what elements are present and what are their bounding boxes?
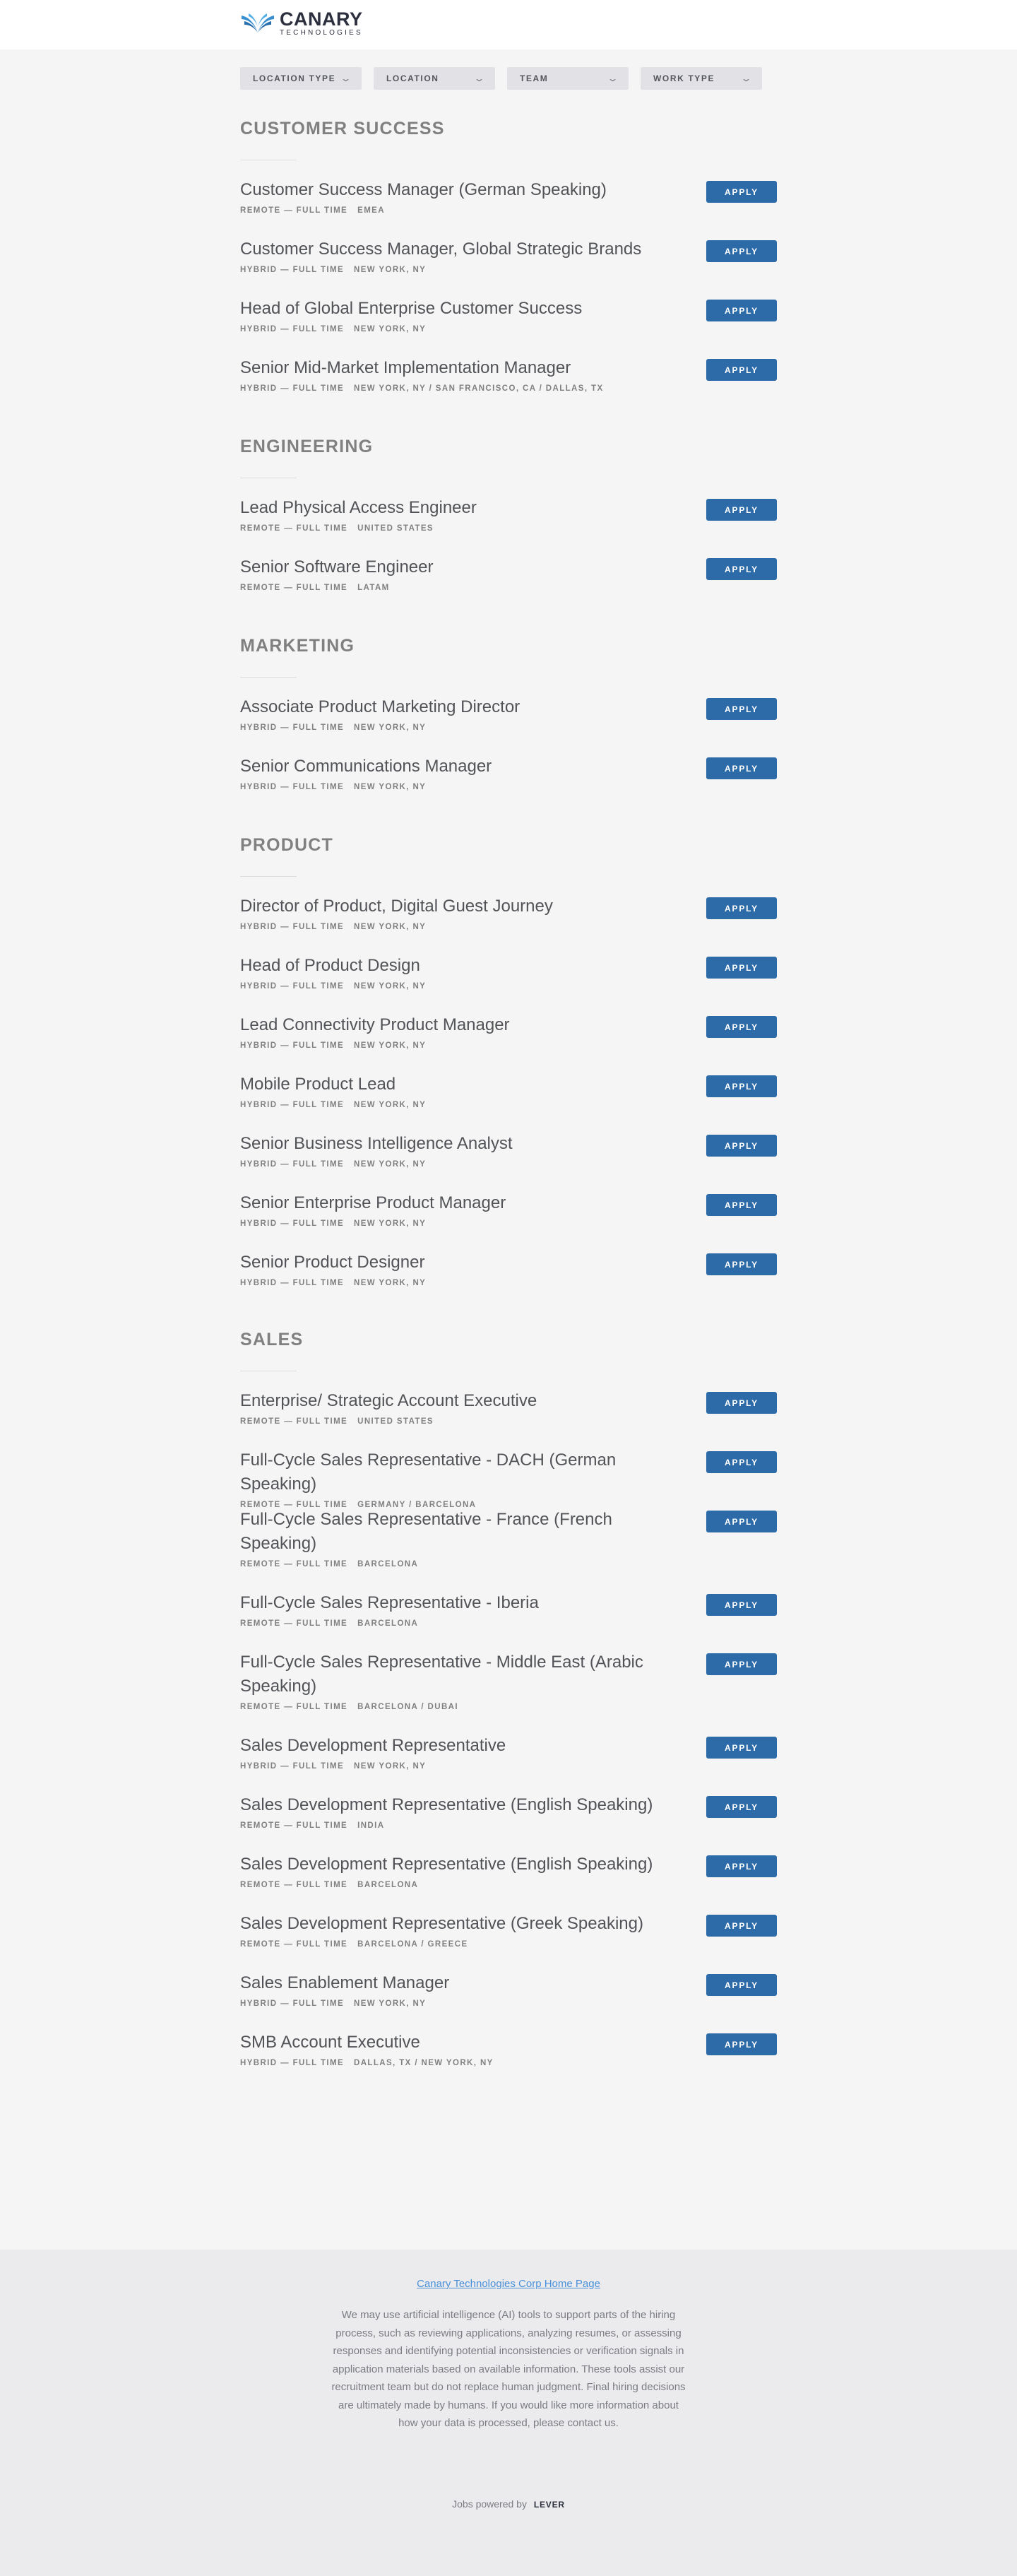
job-posting <box>240 496 777 533</box>
chevron-down-icon: ⌄ <box>340 73 354 83</box>
team-heading: PRODUCT <box>240 835 334 855</box>
job-meta <box>240 1762 777 1771</box>
apply-button[interactable]: APPLY <box>706 1194 777 1216</box>
job-location: BARCELONA <box>357 1881 419 1889</box>
job-title-link[interactable]: Lead Connectivity Product Manager <box>240 1015 510 1034</box>
filter-location[interactable] <box>374 67 495 90</box>
job-posting <box>240 755 777 791</box>
job-title-link[interactable]: Sales Development Representative <box>240 1736 506 1755</box>
apply-button[interactable]: APPLY <box>706 897 777 919</box>
job-commitment: REMOTE — FULL TIME <box>240 1619 348 1628</box>
job-location: NEW YORK, NY <box>354 1101 427 1109</box>
job-commitment: HYBRID — FULL TIME <box>240 1279 345 1287</box>
job-location: NEW YORK, NY <box>354 1279 427 1287</box>
apply-button[interactable]: APPLY <box>706 1594 777 1616</box>
job-location: NEW YORK, NY <box>354 1160 427 1169</box>
job-title-link[interactable]: Senior Communications Manager <box>240 757 492 776</box>
job-commitment: HYBRID — FULL TIME <box>240 1041 345 1050</box>
apply-button[interactable]: APPLY <box>706 1855 777 1877</box>
job-commitment: HYBRID — FULL TIME <box>240 1160 345 1169</box>
apply-button[interactable]: APPLY <box>706 698 777 720</box>
job-posting <box>240 1013 777 1050</box>
job-title-link[interactable]: Senior Product Designer <box>240 1253 425 1272</box>
job-posting <box>240 555 777 592</box>
job-meta <box>240 384 777 393</box>
apply-button[interactable]: APPLY <box>706 1511 777 1532</box>
job-commitment: REMOTE — FULL TIME <box>240 1501 348 1509</box>
job-meta <box>240 1999 777 2008</box>
job-location: INDIA <box>357 1821 385 1830</box>
filter-work-type[interactable] <box>641 67 762 90</box>
apply-button[interactable]: APPLY <box>706 499 777 521</box>
apply-button[interactable]: APPLY <box>706 300 777 321</box>
chevron-down-icon: ⌄ <box>607 73 621 83</box>
job-meta <box>240 1101 777 1109</box>
job-meta <box>240 206 777 215</box>
job-posting <box>240 1073 777 1109</box>
job-location: NEW YORK, NY <box>354 1219 427 1228</box>
team-divider <box>240 876 297 877</box>
job-meta <box>240 783 777 791</box>
apply-button[interactable]: APPLY <box>706 359 777 381</box>
job-commitment: REMOTE — FULL TIME <box>240 524 348 533</box>
team-heading: MARKETING <box>240 636 355 656</box>
job-meta <box>240 2059 777 2067</box>
job-meta <box>240 1279 777 1287</box>
team-divider <box>240 677 297 678</box>
job-location: UNITED STATES <box>357 1417 434 1426</box>
job-commitment: HYBRID — FULL TIME <box>240 1101 345 1109</box>
job-title-link[interactable]: Sales Development Representative (English Speaking) <box>240 1795 653 1814</box>
job-commitment: HYBRID — FULL TIME <box>240 1762 345 1771</box>
filter-label: LOCATION <box>386 73 439 83</box>
job-meta <box>240 1041 777 1050</box>
job-meta <box>240 1219 777 1228</box>
job-location: NEW YORK, NY <box>354 266 427 274</box>
team-heading: CUSTOMER SUCCESS <box>240 119 445 138</box>
job-posting <box>240 1912 777 1949</box>
filter-label: WORK TYPE <box>653 73 715 83</box>
job-location: NEW YORK, NY <box>354 923 427 931</box>
job-title-link[interactable]: Customer Success Manager (German Speaking) <box>240 180 607 199</box>
job-location: NEW YORK, NY <box>354 723 427 732</box>
job-posting <box>240 1132 777 1169</box>
job-posting <box>240 237 777 274</box>
job-location: NEW YORK, NY <box>354 1999 427 2008</box>
job-location: NEW YORK, NY / SAN FRANCISCO, CA / DALLAS, TX <box>354 384 604 393</box>
job-title-link[interactable]: Sales Development Representative (English Speaking) <box>240 1855 653 1874</box>
job-posting <box>240 1448 777 1509</box>
ai-disclaimer: We may use artificial intelligence (AI) tools to support parts of the hiring process, such as reviewing applications, analyzing resumes, or assessing responses and identifying potential inconsistencies or verification signals in application materials based on available information. These tools assist our recruitment team but do not replace human judgment. Final hiring decisions are ultimately made by humans. If you would like more information about how your data is processed, please contact us. <box>331 2309 686 2429</box>
apply-button[interactable]: APPLY <box>706 1135 777 1157</box>
job-title-link[interactable]: Head of Global Enterprise Customer Success <box>240 299 583 318</box>
company-home-link[interactable]: Canary Technologies Corp Home Page <box>417 2278 600 2290</box>
job-title-link[interactable]: Senior Software Engineer <box>240 557 434 577</box>
team-heading: SALES <box>240 1330 304 1349</box>
job-title-link[interactable]: Full-Cycle Sales Representative - Iberia <box>240 1593 539 1612</box>
apply-button[interactable]: APPLY <box>706 1016 777 1038</box>
job-commitment: REMOTE — FULL TIME <box>240 1881 348 1889</box>
job-posting <box>240 1734 777 1771</box>
job-meta <box>240 1619 777 1628</box>
job-meta <box>240 1560 777 1568</box>
job-title-link[interactable]: Enterprise/ Strategic Account Executive <box>240 1391 537 1410</box>
apply-button[interactable]: APPLY <box>706 1392 777 1414</box>
job-title-link[interactable]: Full-Cycle Sales Representative - Middle East (Arabic Speaking) <box>240 1653 643 1696</box>
job-meta <box>240 1881 777 1889</box>
job-commitment: REMOTE — FULL TIME <box>240 1940 348 1949</box>
job-location: NEW YORK, NY <box>354 325 427 333</box>
brand-subtitle: TECHNOLOGIES <box>280 29 363 37</box>
powered-by-text: Jobs powered by <box>452 2498 527 2510</box>
job-location: BARCELONA <box>357 1619 419 1628</box>
job-commitment: HYBRID — FULL TIME <box>240 1219 345 1228</box>
job-location: DALLAS, TX / NEW YORK, NY <box>354 2059 494 2067</box>
filter-label: TEAM <box>520 73 549 83</box>
chevron-down-icon: ⌄ <box>473 73 487 83</box>
header-bar <box>0 0 1017 49</box>
job-meta <box>240 524 777 533</box>
job-meta <box>240 584 777 592</box>
job-meta <box>240 266 777 274</box>
job-meta <box>240 1417 777 1426</box>
job-title-link[interactable]: Senior Enterprise Product Manager <box>240 1193 506 1212</box>
footer <box>0 2250 1017 2576</box>
job-posting <box>240 1591 777 1628</box>
job-commitment: HYBRID — FULL TIME <box>240 384 345 393</box>
canary-logo[interactable] <box>240 10 363 37</box>
job-posting <box>240 1650 777 1711</box>
canary-wings-icon <box>240 11 275 35</box>
apply-button[interactable]: APPLY <box>706 957 777 979</box>
job-title-link[interactable]: Customer Success Manager, Global Strategic Brands <box>240 240 642 259</box>
job-meta <box>240 1940 777 1949</box>
job-commitment: REMOTE — FULL TIME <box>240 1417 348 1426</box>
job-title-link[interactable]: Sales Development Representative (Greek Speaking) <box>240 1914 643 1933</box>
job-location: NEW YORK, NY <box>354 1762 427 1771</box>
job-title-link[interactable]: Associate Product Marketing Director <box>240 697 521 716</box>
job-posting <box>240 178 777 215</box>
job-commitment: REMOTE — FULL TIME <box>240 1703 348 1711</box>
filter-location-type[interactable] <box>240 67 362 90</box>
job-posting <box>240 297 777 333</box>
job-posting <box>240 1251 777 1287</box>
job-location: NEW YORK, NY <box>354 982 427 991</box>
job-meta <box>240 1160 777 1169</box>
job-location: LATAM <box>357 584 390 592</box>
apply-button[interactable]: APPLY <box>706 1075 777 1097</box>
job-posting <box>240 1508 777 1568</box>
apply-button[interactable]: APPLY <box>706 1796 777 1818</box>
job-posting <box>240 1853 777 1889</box>
apply-button[interactable]: APPLY <box>706 1737 777 1759</box>
job-meta <box>240 923 777 931</box>
job-posting <box>240 1389 777 1426</box>
job-commitment: HYBRID — FULL TIME <box>240 783 345 791</box>
job-posting <box>240 1191 777 1228</box>
job-location: NEW YORK, NY <box>354 783 427 791</box>
job-location: BARCELONA / GREECE <box>357 1940 468 1949</box>
job-meta <box>240 1703 777 1711</box>
team-heading: ENGINEERING <box>240 437 374 456</box>
job-title-link[interactable]: Full-Cycle Sales Representative - France (French Speaking) <box>240 1510 612 1553</box>
apply-button[interactable]: APPLY <box>706 757 777 779</box>
job-posting <box>240 954 777 991</box>
job-posting <box>240 1793 777 1830</box>
apply-button[interactable]: APPLY <box>706 240 777 262</box>
job-commitment: HYBRID — FULL TIME <box>240 325 345 333</box>
apply-button[interactable]: APPLY <box>706 1451 777 1473</box>
job-commitment: REMOTE — FULL TIME <box>240 1821 348 1830</box>
job-title-link[interactable]: Mobile Product Lead <box>240 1075 396 1094</box>
apply-button[interactable]: APPLY <box>706 1253 777 1275</box>
job-posting <box>240 356 777 393</box>
brand-name: CANARY <box>280 8 363 30</box>
job-commitment: REMOTE — FULL TIME <box>240 584 348 592</box>
job-location: UNITED STATES <box>357 524 434 533</box>
apply-button[interactable]: APPLY <box>706 558 777 580</box>
job-posting <box>240 894 777 931</box>
job-location: BARCELONA <box>357 1560 419 1568</box>
job-commitment: HYBRID — FULL TIME <box>240 1999 345 2008</box>
apply-button[interactable]: APPLY <box>706 2033 777 2055</box>
job-meta <box>240 325 777 333</box>
lever-logo[interactable]: LEVER <box>533 2500 565 2510</box>
job-location: BARCELONA / DUBAI <box>357 1703 458 1711</box>
filter-label: LOCATION TYPE <box>253 73 336 83</box>
filter-bar <box>240 67 774 90</box>
job-title-link[interactable]: Full-Cycle Sales Representative - DACH (German Speaking) <box>240 1451 617 1494</box>
job-commitment: HYBRID — FULL TIME <box>240 266 345 274</box>
apply-button[interactable]: APPLY <box>706 1653 777 1675</box>
job-commitment: REMOTE — FULL TIME <box>240 1560 348 1568</box>
apply-button[interactable]: APPLY <box>706 1915 777 1937</box>
job-title-link[interactable]: Lead Physical Access Engineer <box>240 498 477 517</box>
job-meta <box>240 723 777 732</box>
job-title-link[interactable]: Sales Enablement Manager <box>240 1973 450 1992</box>
apply-button[interactable]: APPLY <box>706 181 777 203</box>
job-title-link[interactable]: Senior Business Intelligence Analyst <box>240 1134 513 1153</box>
job-commitment: HYBRID — FULL TIME <box>240 2059 345 2067</box>
job-location: EMEA <box>357 206 385 215</box>
job-commitment: HYBRID — FULL TIME <box>240 923 345 931</box>
job-posting <box>240 1971 777 2008</box>
powered-by <box>0 2498 1017 2510</box>
filter-team[interactable] <box>507 67 629 90</box>
job-title-link[interactable]: Head of Product Design <box>240 956 420 975</box>
job-meta <box>240 982 777 991</box>
job-commitment: HYBRID — FULL TIME <box>240 982 345 991</box>
job-posting <box>240 2031 777 2067</box>
job-meta <box>240 1821 777 1830</box>
apply-button[interactable]: APPLY <box>706 1974 777 1996</box>
job-location: GERMANY / BARCELONA <box>357 1501 477 1509</box>
job-title-link[interactable]: Director of Product, Digital Guest Journey <box>240 897 553 916</box>
job-location: NEW YORK, NY <box>354 1041 427 1050</box>
job-title-link[interactable]: SMB Account Executive <box>240 2033 420 2052</box>
job-commitment: REMOTE — FULL TIME <box>240 206 348 215</box>
job-title-link[interactable]: Senior Mid-Market Implementation Manager <box>240 358 571 377</box>
job-posting <box>240 695 777 732</box>
chevron-down-icon: ⌄ <box>740 73 754 83</box>
job-commitment: HYBRID — FULL TIME <box>240 723 345 732</box>
